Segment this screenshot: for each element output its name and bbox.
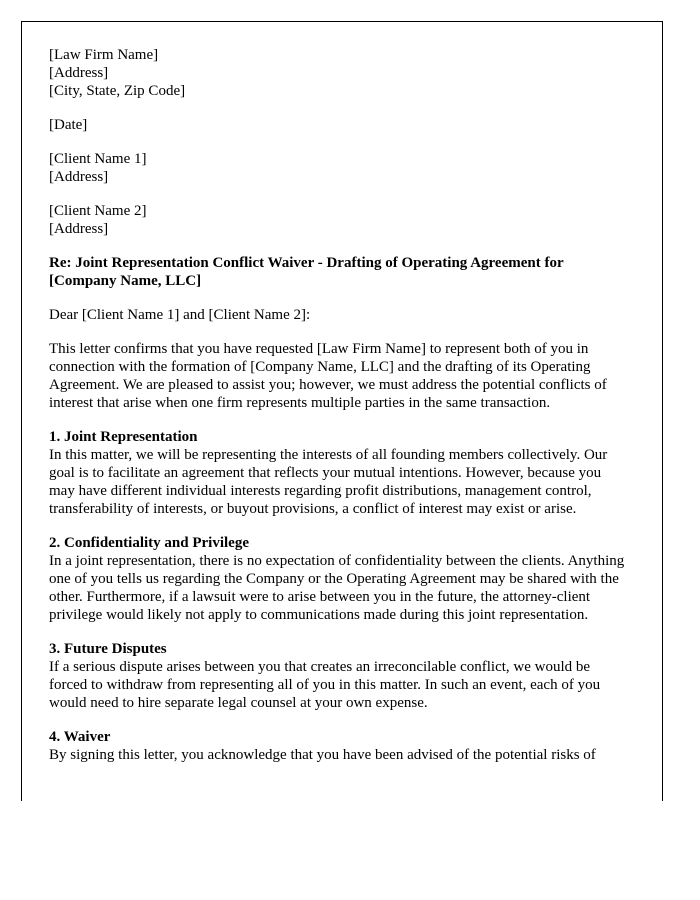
subject-line: Re: Joint Representation Conflict Waiver - Drafting of Operating Agreement for [Company Name, LLC] bbox=[49, 255, 564, 289]
section-1-heading: 1. Joint Representation bbox=[49, 429, 198, 445]
section-future-disputes bbox=[49, 640, 630, 712]
section-waiver bbox=[49, 728, 630, 764]
letter-page bbox=[21, 21, 663, 801]
section-3-heading: 3. Future Disputes bbox=[49, 641, 167, 657]
section-4-body: By signing this letter, you acknowledge that you have been advised of the potential risks of bbox=[49, 747, 596, 763]
section-3-body: If a serious dispute arises between you that creates an irreconcilable conflict, we would be forced to withdraw from representing all of you in this matter. In such an event, each of you would need to hire separate legal counsel at your own expense. bbox=[49, 659, 601, 711]
recipient-2-name: [Client Name 2] bbox=[49, 203, 147, 219]
date-line: [Date] bbox=[49, 117, 88, 133]
letterhead-city-state-zip: [City, State, Zip Code] bbox=[49, 83, 186, 99]
letterhead-block bbox=[49, 46, 630, 100]
intro-paragraph: This letter confirms that you have requested [Law Firm Name] to represent both of you in connection with the formation of [Company Name, LLC] and the drafting of its Operating Agreement. We are pleased to assist you; however, we must address the potential conflicts of interest that arise when one firm represents multiple parties in the same transaction. bbox=[49, 341, 607, 411]
recipient-1-address: [Address] bbox=[49, 169, 109, 185]
salutation: Dear [Client Name 1] and [Client Name 2]: bbox=[49, 307, 311, 323]
recipient-block-1 bbox=[49, 150, 630, 186]
letterhead-firm-name: [Law Firm Name] bbox=[49, 47, 159, 63]
recipient-1-name: [Client Name 1] bbox=[49, 151, 147, 167]
section-joint-representation bbox=[49, 428, 630, 518]
recipient-2-address: [Address] bbox=[49, 221, 109, 237]
section-confidentiality-privilege bbox=[49, 534, 630, 624]
letterhead-address: [Address] bbox=[49, 65, 109, 81]
recipient-block-2 bbox=[49, 202, 630, 238]
section-4-heading: 4. Waiver bbox=[49, 729, 111, 745]
section-2-body: In a joint representation, there is no expectation of confidentiality between the clients. Anything one of you tells us regarding the Company or the Operating Agreement may be shared with the other. Furthermore, if a lawsuit were to arise between you in the future, the attorney-client privilege would likely not apply to communications made during this joint representation. bbox=[49, 553, 625, 623]
date-block bbox=[49, 116, 630, 134]
section-2-heading: 2. Confidentiality and Privilege bbox=[49, 535, 249, 551]
section-1-body: In this matter, we will be representing the interests of all founding members collectively. Our goal is to facilitate an agreement that reflects your mutual intentions. However, because you may have different individual interests regarding profit distributions, management control, transferability of interests, or buyout provisions, a conflict of interest may exist or arise. bbox=[49, 447, 608, 517]
